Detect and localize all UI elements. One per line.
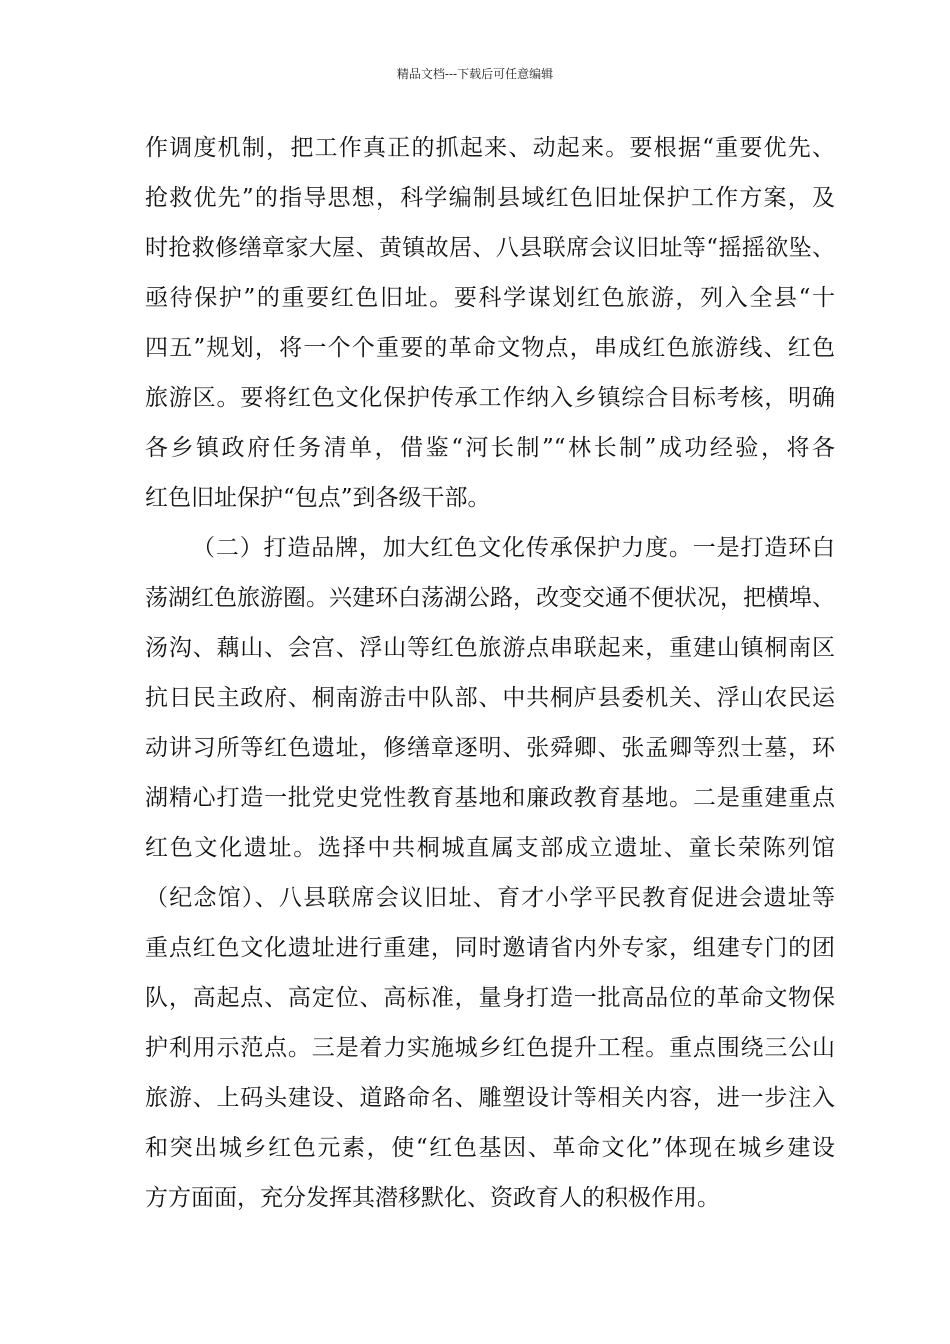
paragraph-1-line-3: 时抢救修缮章家大屋、黄镇故居、八县联席会议旧址等“摇摇欲坠、 [145, 235, 835, 261]
paragraph-2-line-8: （纪念馆）、八县联席会议旧址、育才小学平民教育促进会遗址等 [145, 885, 835, 911]
paragraph-1-line-7: 各乡镇政府任务清单，借鉴“河长制”“林长制”成功经验，将各 [145, 435, 835, 461]
paragraph-2-line-11: 护利用示范点。三是着力实施城乡红色提升工程。重点围绕三公山 [145, 1035, 835, 1061]
paragraph-2-line-6: 湖精心打造一批党史党性教育基地和廉政教育基地。二是重建重点 [145, 785, 835, 811]
paragraph-2-line-1: （二）打造品牌，加大红色文化传承保护力度。一是打造环白 [192, 535, 835, 561]
paragraph-2-line-7: 红色文化遗址。选择中共桐城直属支部成立遗址、童长荣陈列馆 [145, 835, 835, 861]
paragraph-2-line-3: 汤沟、藕山、会宫、浮山等红色旅游点串联起来，重建山镇桐南区 [145, 635, 835, 661]
paragraph-1-line-4: 亟待保护”的重要红色旧址。要科学谋划红色旅游，列入全县“十 [145, 285, 835, 311]
page-header: 精品文档---下载后可任意编辑 [396, 67, 554, 81]
document-body [145, 123, 835, 1223]
paragraph-1-line-6: 旅游区。要将红色文化保护传承工作纳入乡镇综合目标考核，明确 [145, 385, 835, 411]
paragraph-2-line-5: 动讲习所等红色遗址，修缮章逐明、张舜卿、张孟卿等烈士墓，环 [145, 735, 835, 761]
paragraph-2-line-12: 旅游、上码头建设、道路命名、雕塑设计等相关内容，进一步注入 [145, 1085, 835, 1111]
paragraph-2-line-9: 重点红色文化遗址进行重建，同时邀请省内外专家，组建专门的团 [145, 935, 835, 961]
paragraph-2-line-2: 荡湖红色旅游圈。兴建环白荡湖公路，改变交通不便状况，把横埠、 [145, 585, 835, 611]
paragraph-2-line-14: 方方面面，充分发挥其潜移默化、资政育人的积极作用。 [145, 1185, 720, 1211]
paragraph-2-line-4: 抗日民主政府、桐南游击中队部、中共桐庐县委机关、浮山农民运 [145, 685, 835, 711]
paragraph-1-line-1: 作调度机制，把工作真正的抓起来、动起来。要根据“重要优先、 [145, 135, 835, 161]
paragraph-1-line-8: 红色旧址保护“包点”到各级干部。 [145, 485, 491, 511]
paragraph-1-line-5: 四五”规划，将一个个重要的革命文物点，串成红色旅游线、红色 [145, 335, 835, 361]
paragraph-2-line-13: 和突出城乡红色元素，使“红色基因、革命文化”体现在城乡建设 [145, 1135, 835, 1161]
paragraph-1-line-2: 抢救优先”的指导思想，科学编制县域红色旧址保护工作方案，及 [145, 185, 835, 211]
paragraph-2-line-10: 队，高起点、高定位、高标准，量身打造一批高品位的革命文物保 [145, 985, 835, 1011]
